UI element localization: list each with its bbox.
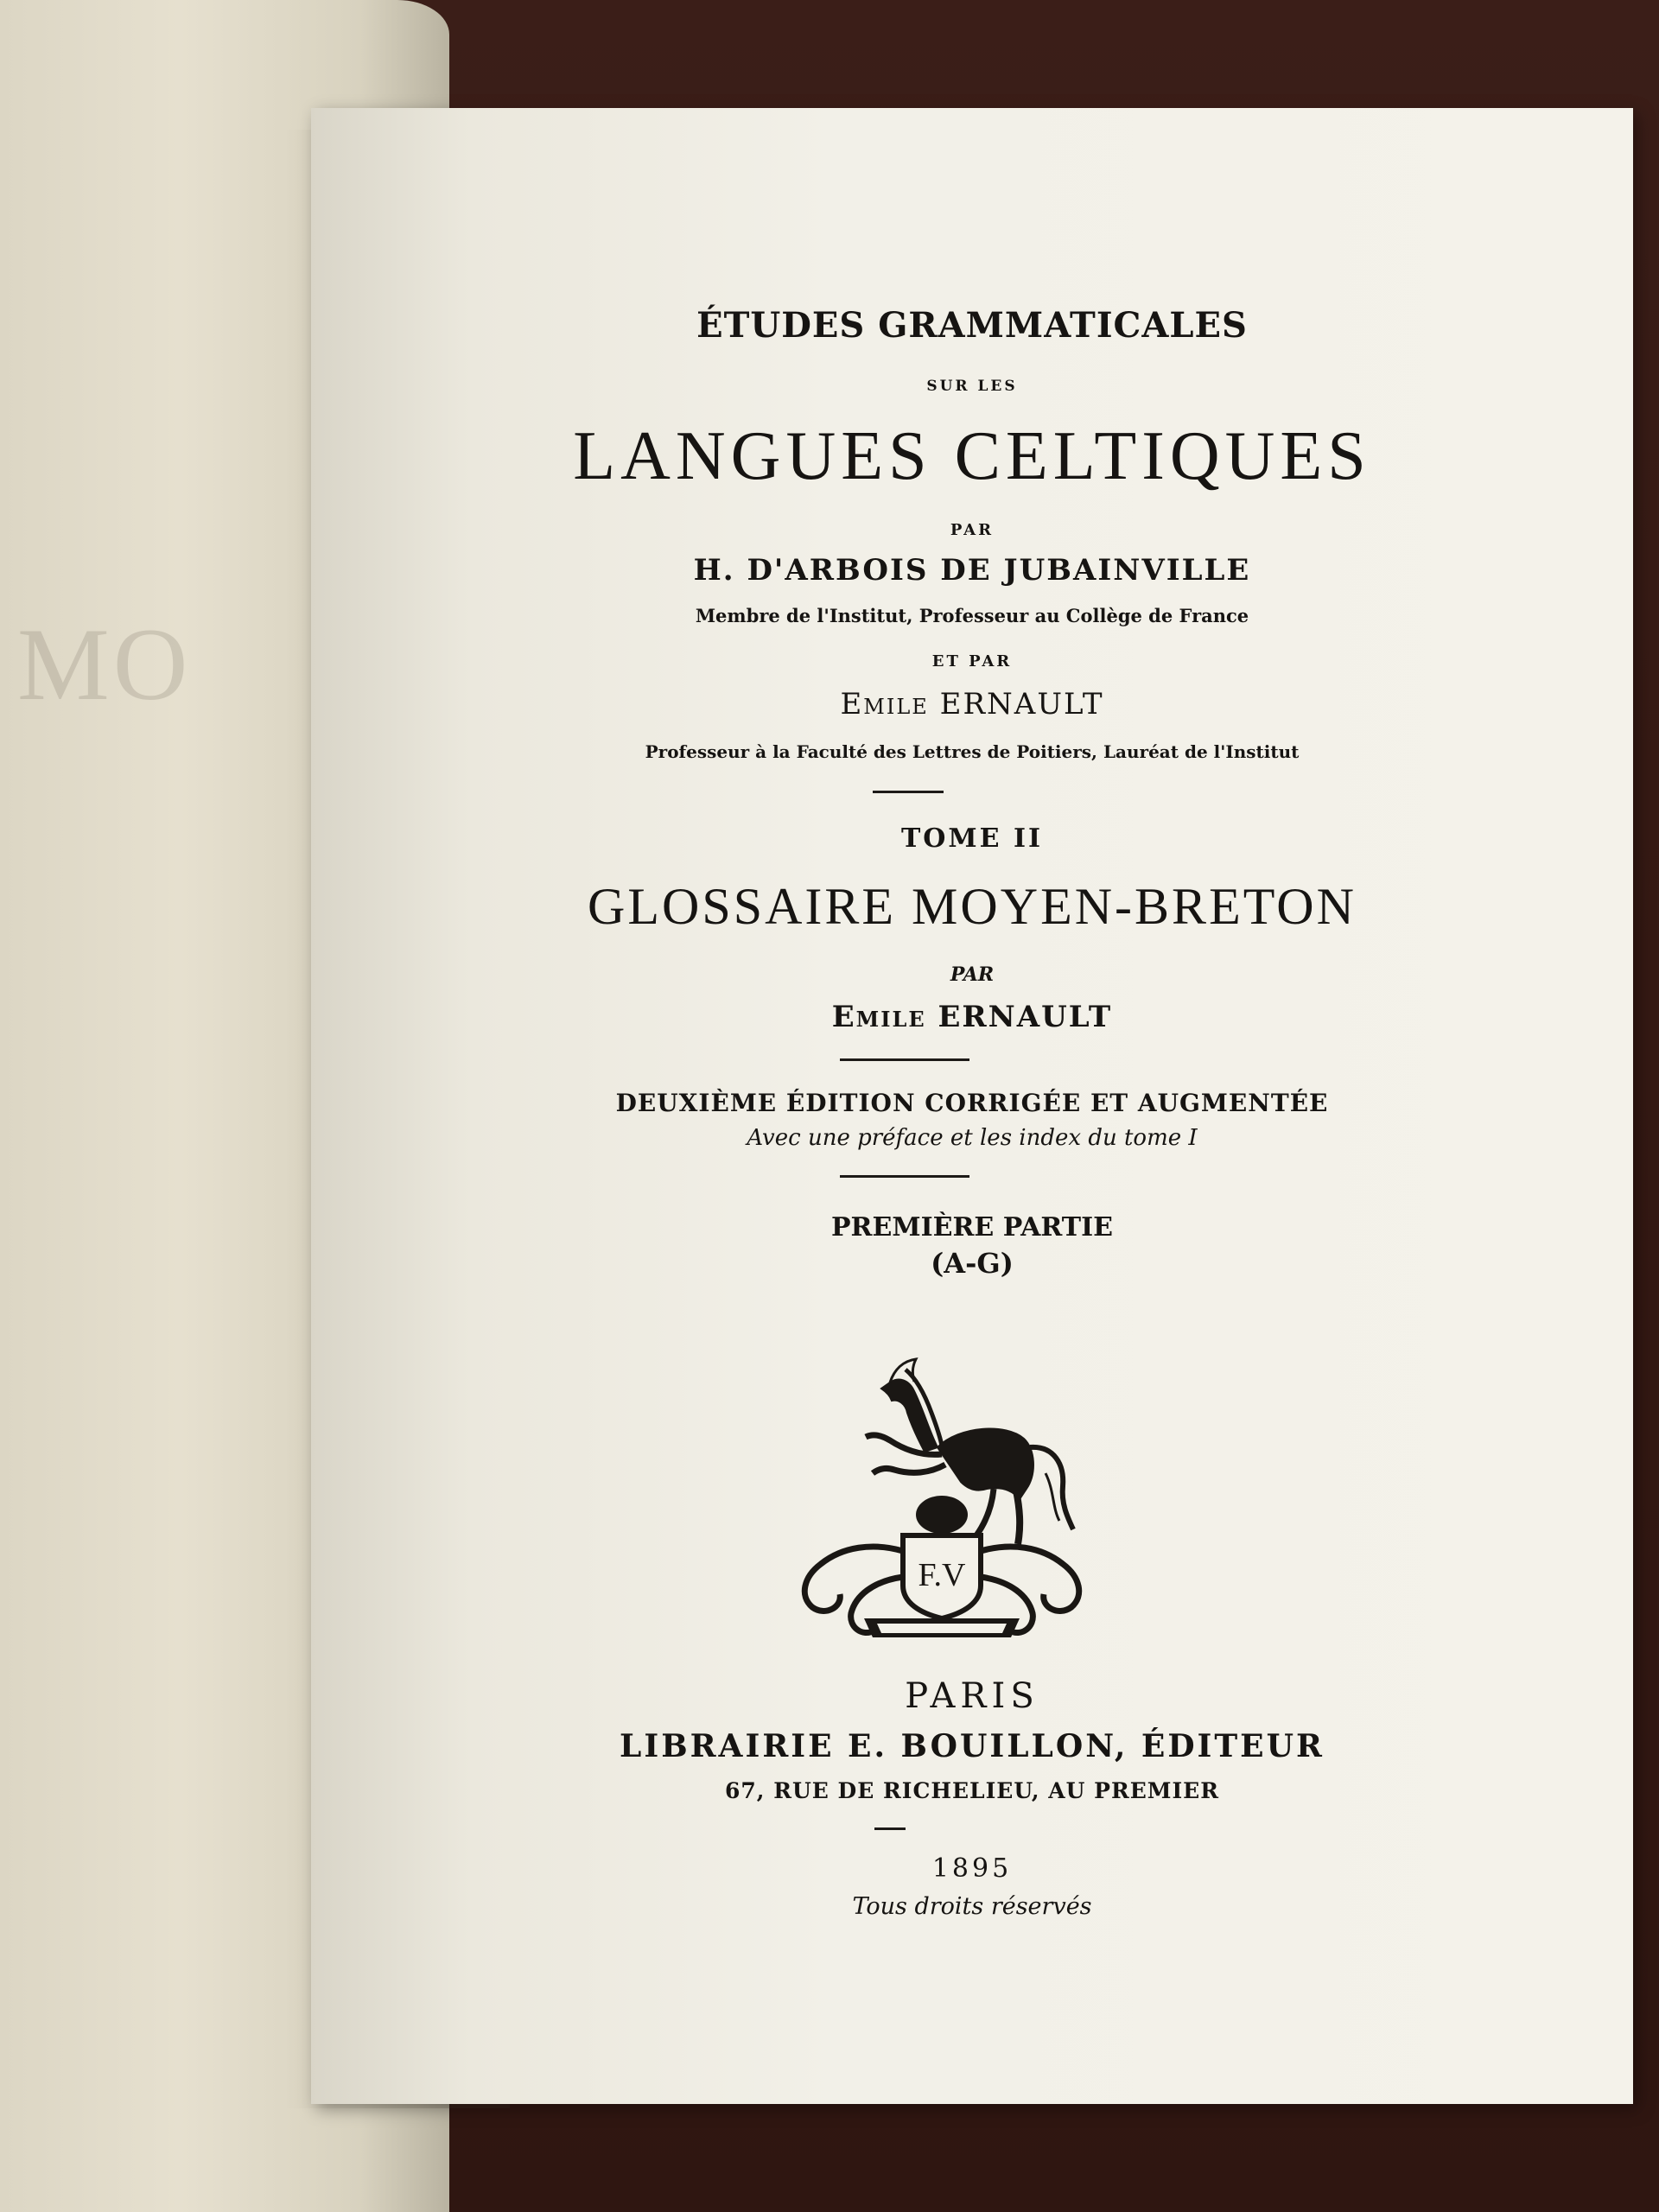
author-2-role: Professeur à la Faculté des Lettres de Poitiers, Lauréat de l'Institut (645, 741, 1300, 762)
part-range: (A-G) (931, 1247, 1014, 1280)
author-1-role: Membre de l'Institut, Professeur au Collège de France (695, 605, 1249, 626)
divider-rule-2 (840, 1058, 969, 1061)
author-2 (311, 687, 1633, 721)
divider-rule-4 (874, 1827, 906, 1830)
series-title: ÉTUDES GRAMMATICALES (696, 305, 1248, 346)
year: 1895 (931, 1853, 1013, 1884)
et-par: ET PAR (931, 652, 1013, 671)
printer-mark-monogram: F.V (918, 1557, 966, 1593)
author-1: H. D'ARBOIS DE JUBAINVILLE (693, 553, 1251, 588)
author-3-first: Emile (831, 1000, 926, 1034)
volume-title: GLOSSAIRE MOYEN-BRETON (588, 878, 1357, 935)
edition-note: Avec une préface et les index du tome I (747, 1125, 1198, 1151)
main-title: LANGUES CELTIQUES (573, 418, 1371, 494)
author-2-first: Emile (840, 687, 929, 721)
tome: TOME II (900, 823, 1044, 854)
divider-rule-3 (840, 1175, 969, 1178)
par-2: PAR (950, 963, 995, 986)
left-page-bleed-text: MO (17, 607, 192, 721)
edition: DEUXIÈME ÉDITION CORRIGÉE ET AUGMENTÉE (615, 1089, 1329, 1117)
divider-rule-1 (873, 791, 944, 793)
author-3-last: ERNAULT (938, 1000, 1113, 1034)
title-page (311, 108, 1633, 2104)
rights: Tous droits réservés (852, 1893, 1092, 1920)
printer-mark-horse-crest-icon (760, 1344, 1158, 1646)
city: PARIS (905, 1676, 1039, 1716)
sur-les: SUR LES (926, 378, 1018, 395)
title-page-content (311, 108, 1633, 2104)
part: PREMIÈRE PARTIE (831, 1212, 1113, 1243)
par-1: PAR (950, 521, 995, 539)
publisher: LIBRAIRIE E. BOUILLON, ÉDITEUR (620, 1728, 1325, 1764)
author-2-last: ERNAULT (939, 687, 1104, 721)
address: 67, RUE DE RICHELIEU, AU PREMIER (725, 1778, 1219, 1803)
author-3 (311, 1000, 1633, 1034)
